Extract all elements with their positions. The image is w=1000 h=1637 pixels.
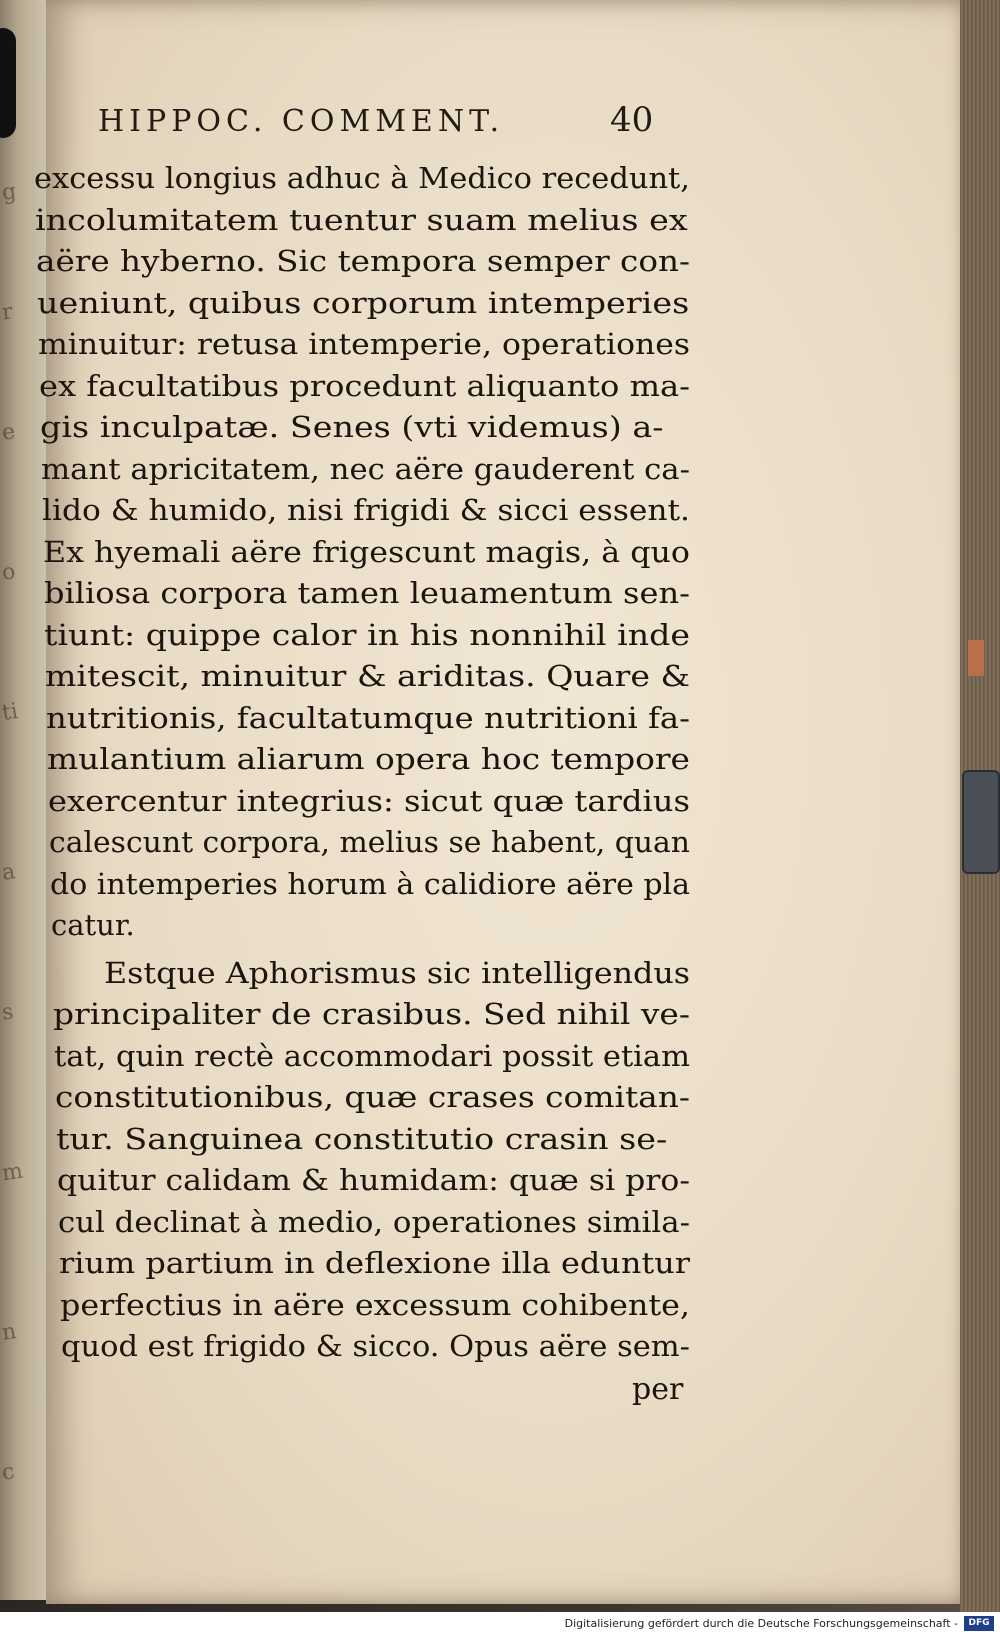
- text-line: mitescit, minuitur & ariditas. Quare &: [45, 659, 691, 693]
- text-line: tiunt: quippe calor in his nonnihil inde: [44, 618, 690, 652]
- text-line: minuitur: retusa intemperie, operationes: [38, 327, 690, 361]
- digitization-footer: [0, 1612, 1000, 1637]
- dfg-logo: DFG: [964, 1616, 994, 1631]
- text-line: nutritionis, facultatumque nutritioni fa-: [46, 701, 690, 735]
- text-line: tat, quin rectè accommodari possit etiam: [54, 1039, 690, 1073]
- text-line: quod est frigido & sicco. Opus aëre sem-: [61, 1329, 690, 1363]
- text-line: Estque Aphorismus sic intelligendus: [104, 956, 691, 990]
- text-line: aëre hyberno. Sic tempora semper con-: [36, 244, 691, 278]
- text-line: gis inculpatæ. Senes (vti videmus) a-: [40, 410, 664, 444]
- text-line: rium partium in deflexione illa eduntur: [59, 1246, 690, 1280]
- text-line: catur.: [51, 908, 135, 942]
- text-line: cul declinat à medio, operationes simila-: [58, 1205, 690, 1239]
- text-line: ueniunt, quibus corporum intemperies: [37, 286, 690, 320]
- text-line: lido & humido, nisi frigidi & sicci essent.: [42, 493, 690, 527]
- page-number: 40: [610, 100, 654, 140]
- text-line: do intemperies horum à calidiore aëre pla: [50, 867, 691, 901]
- text-line: excessu longius adhuc à Medico recedunt,: [34, 161, 690, 195]
- text-line: calescunt corpora, melius se habent, quan: [49, 825, 691, 859]
- catchword: per: [632, 1372, 684, 1407]
- text-line: quitur calidam & humidam: quæ si pro-: [57, 1163, 691, 1197]
- text-line: tur. Sanguinea constitutio crasin se-: [56, 1122, 668, 1156]
- text-line: principaliter de crasibus. Sed nihil ve-: [53, 997, 690, 1031]
- text-line: ex facultatibus procedunt aliquanto ma-: [39, 369, 690, 403]
- text-line: Ex hyemali aëre frigescunt magis, à quo: [43, 535, 691, 569]
- running-head: HIPPOC. COMMENT.: [98, 104, 505, 139]
- funding-credit: Digitalisierung gefördert durch die Deutsche Forschungsgemeinschaft -: [564, 1617, 958, 1630]
- text-line: perfectius in aëre excessum cohibente,: [60, 1288, 691, 1322]
- text-line: incolumitatem tuentur suam melius ex: [35, 203, 688, 237]
- text-line: exercentur integrius: sicut quæ tardius: [48, 784, 690, 818]
- text-line: mant apricitatem, nec aëre gauderent ca-: [41, 452, 690, 486]
- text-line: constitutionibus, quæ crases comitan-: [55, 1080, 691, 1114]
- text-line: biliosa corpora tamen leuamentum sen-: [44, 576, 690, 610]
- facing-page-edge: g r e o ti a s m n c: [0, 0, 48, 1600]
- text-line: mulantium aliarum opera hoc tempore: [47, 742, 690, 776]
